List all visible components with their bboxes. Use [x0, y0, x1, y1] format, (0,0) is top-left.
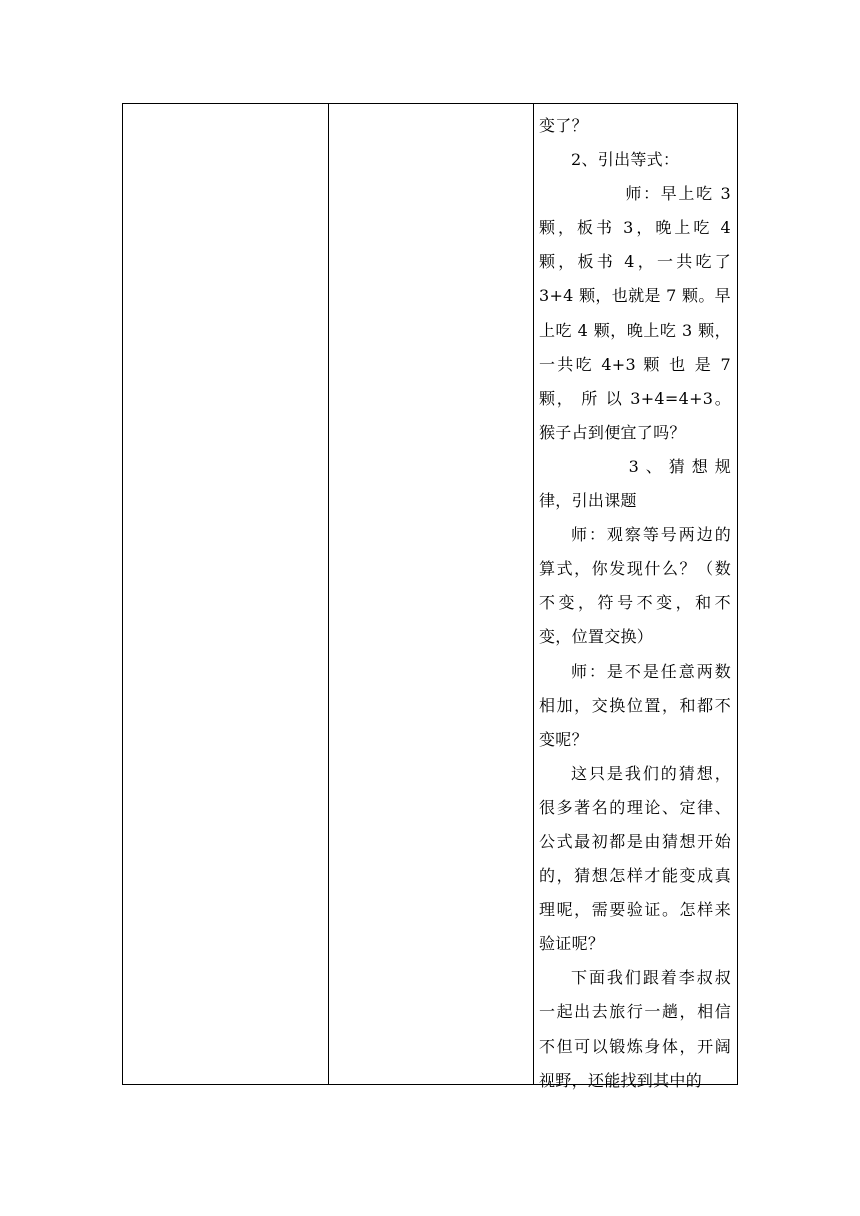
table-column-2 [329, 104, 534, 1084]
paragraph-conjecture: 这只是我们的猜想，很多著名的理论、定律、公式最初都是由猜想开始的，猜想怎样才能变成真理呢，需要验证。怎样来验证呢？ [539, 763, 731, 954]
paragraph-step-3-heading: 3、猜想规律，引出课题 [539, 456, 731, 511]
paragraph-teacher-explanation: 师：早上吃 3 颗，板书 3，晚上吃 4 颗，板书 4，一共吃了 3+4 颗，也就是 7 颗。早上吃 4 颗，晚上吃 3 颗，一共吃 4+3 颗 也 是 7 颗， 所 以 3+4=4+3。猴子占到便宜了吗？ [539, 184, 731, 442]
lesson-plan-table [122, 103, 738, 1090]
paragraph-teacher-question-2: 师：是不是任意两数相加，交换位置，和都不变呢？ [539, 661, 731, 749]
paragraph-step-2-heading: 2、引出等式： [571, 150, 680, 170]
lesson-text [539, 109, 731, 1098]
paragraph-continuation: 变了？ [539, 116, 588, 135]
table-column-3 [534, 104, 737, 1090]
paragraph-travel-intro: 下面我们跟着李叔叔一起出去旅行一趟，相信不但可以锻炼身体，开阔视野，还能找到其中的 [539, 968, 731, 1090]
paragraph-teacher-question-1: 师：观察等号两边的算式，你发现什么？（数不变，符号不变，和不变，位置交换） [539, 525, 731, 647]
table-column-1 [123, 104, 329, 1084]
